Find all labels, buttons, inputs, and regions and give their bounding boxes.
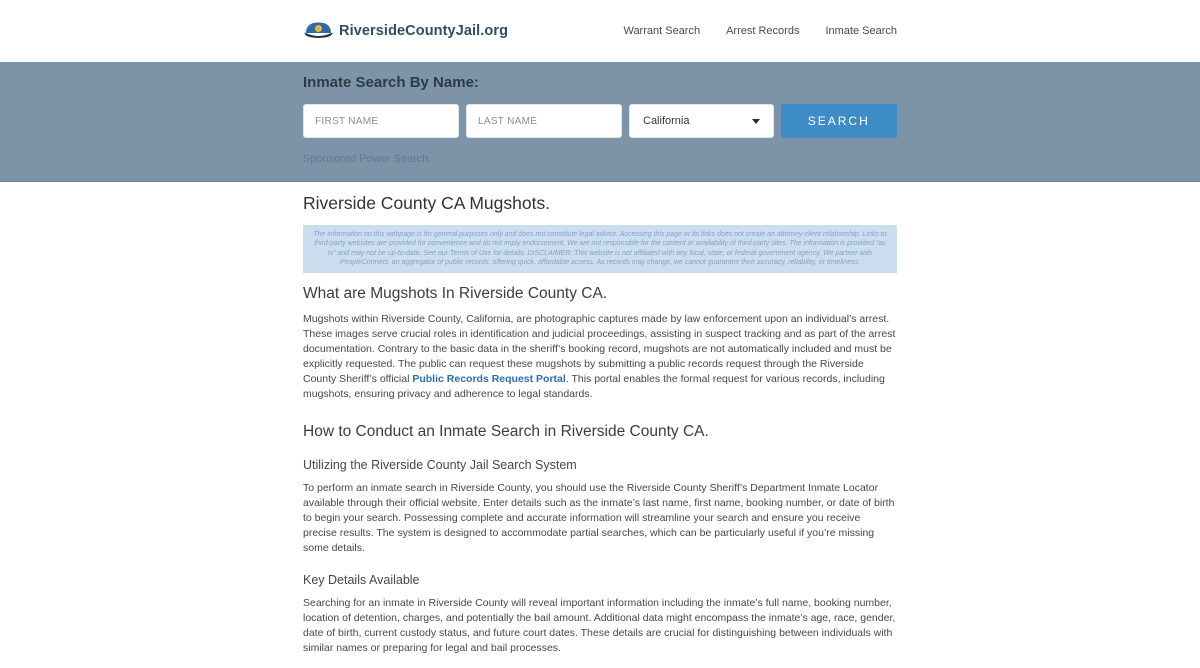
subheading-key-details: Key Details Available	[303, 572, 420, 587]
nav-link-inmate-search[interactable]: Inmate Search	[825, 25, 897, 37]
nav-link-arrest-records[interactable]: Arrest Records	[726, 25, 800, 37]
legal-disclaimer: The information on this webpage is for general purposes only and does not constitute legal advice. Accessing this page or its links does not create an attorney-client relationship. Links to third-party websites are provided for convenience and do not imply endorsement. We are not responsible for the content or availability of third-party sites. The information is provided "as is" and may not be up-to-date. See our Terms of Use for details. DISCLAIMER: This website is not affiliated with any local, state, or federal government agency. We partner with PeopleConnect, an aggregator of public records, offering quick, affordable access. As records may change, we cannot guarantee their accuracy, reliability, or timeliness.	[303, 225, 897, 273]
sponsored-power-search-link[interactable]: Sponsored Power Search.	[303, 153, 432, 165]
subheading-utilizing-search-system: Utilizing the Riverside County Jail Search System	[303, 457, 577, 472]
police-cap-icon	[303, 18, 334, 45]
mugshots-paragraph-text: Mugshots within Riverside County, California, are photographic captures made by law enforcement upon an individual’s arrest. These images serve crucial roles in identification and judicial proceedings, assisting in suspect tracking and as part of the arrest documentation. Contrary to the basic data in the sheriff’s booking record, mugshots are not automatically included and must be explicitly requested. The public can request these mugshots by submitting a public records request through the Riverside County Sheriff’s official	[303, 312, 896, 385]
page-title: Riverside County CA Mugshots.	[303, 193, 551, 213]
first-name-input[interactable]	[303, 104, 459, 138]
site-logo[interactable]	[303, 18, 508, 45]
nav-link-warrant-search[interactable]: Warrant Search	[623, 25, 701, 37]
search-form	[303, 104, 897, 138]
site-header	[0, 0, 1200, 62]
inmate-search-title: Inmate Search By Name:	[303, 74, 479, 91]
public-records-request-portal-link[interactable]: Public Records Request Portal	[412, 372, 566, 385]
mugshots-paragraph-text-after: . This portal enables the formal request for various records, including mugshots, ensuring privacy and adherence to legal standards.	[303, 372, 885, 400]
state-select[interactable]	[629, 104, 774, 138]
main-nav	[623, 25, 897, 37]
section-heading-how-to-conduct: How to Conduct an Inmate Search in Riverside County CA.	[303, 422, 709, 440]
inmate-search-panel	[0, 62, 1200, 182]
section-heading-what-are-mugshots: What are Mugshots In Riverside County CA.	[303, 284, 608, 302]
main-content	[303, 193, 897, 668]
search-button[interactable]: SEARCH	[781, 104, 898, 138]
search-system-paragraph: To perform an inmate search in Riverside County, you should use the Riverside County Sheriff’s Department Inmate Locator available through their official website. Enter details such as the inmate’s last name, first name, booking number, or date of birth to begin your search. Possessing complete and accurate information will streamline your search and ensure you receive precise results. The system is designed to accommodate partial searches, which can be particularly useful if you’re missing some details.	[303, 481, 895, 554]
caret-down-icon	[752, 119, 760, 124]
last-name-input[interactable]	[466, 104, 622, 138]
state-select-value: California	[643, 115, 690, 127]
key-details-paragraph: Searching for an inmate in Riverside County will reveal important information including the inmate’s full name, booking number, location of detention, charges, and potentially the bail amount. Additional data might encompass the inmate’s age, race, gender, date of birth, current custody status, and future court dates. These details are crucial for distinguishing between individuals with similar names or preparing for legal and bail processes.	[303, 596, 896, 654]
mugshots-paragraph	[303, 312, 897, 402]
site-logo-text: RiversideCountyJail.org	[339, 23, 509, 39]
